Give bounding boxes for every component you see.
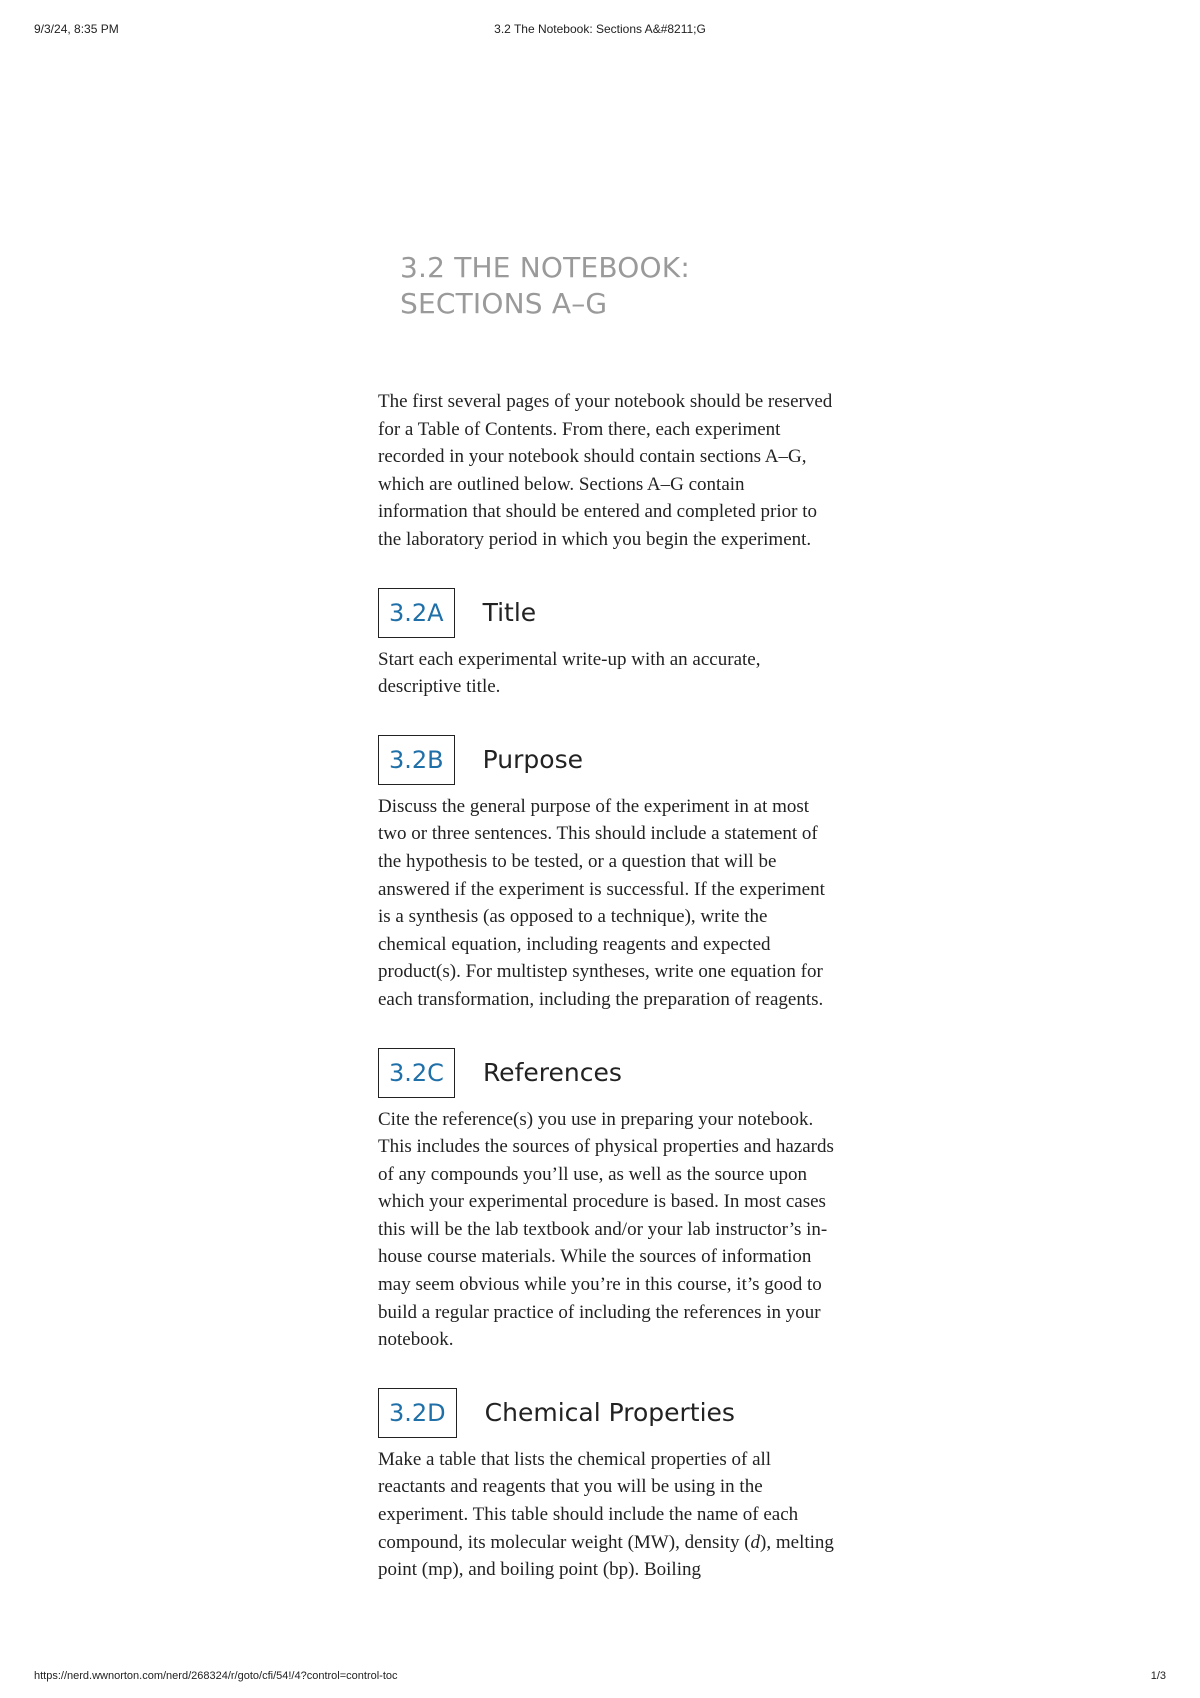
section-body: Start each experimental write-up with an accurate, descriptive title.: [378, 648, 761, 698]
density-symbol: d: [750, 1531, 761, 1553]
section-references: [378, 1048, 838, 1354]
print-footer: [0, 1668, 1200, 1688]
section-body: [378, 1446, 838, 1584]
print-page-number: 1/3: [1150, 1670, 1166, 1682]
print-page-title: 3.2 The Notebook: Sections A&#8211;G: [494, 22, 706, 36]
print-header: [0, 20, 1200, 40]
print-date: 9/3/24, 8:35 PM: [34, 22, 119, 36]
section-heading-text: References: [482, 1058, 622, 1087]
section-number-box: 3.2C: [378, 1048, 455, 1098]
section-heading: [378, 735, 838, 785]
section-body: Cite the reference(s) you use in preparing your notebook. This includes the sources of physical properties and hazards of any compounds you’ll use, as well as the source upon which your experimental procedure is based. In most cases this will be the lab textbook and/or your lab instructor’s in-house course materials. While the sources of information may seem obvious while you’re in this course, it’s good to build a regular practice of including the references in your notebook.: [378, 1108, 834, 1351]
section-purpose: [378, 735, 838, 1014]
print-url: https://nerd.wwnorton.com/nerd/268324/r/goto/cfi/54!/4?control=control-toc: [34, 1670, 398, 1682]
section-number-box: 3.2B: [378, 735, 455, 785]
body-text-start: Make a table that lists the chemical properties of all reactants and reagents that you will be using in the experiment. This table should include the name of each compound, its molecular weight (MW), density (: [378, 1448, 799, 1553]
intro-text: The first several pages of your notebook should be reserved for a Table of Contents. From there, each experiment recorded in your notebook should contain sections A–G, which are outlined below. Sections A–G contain information that should be entered and completed prior to the laboratory period in which you begin the experiment.: [378, 391, 833, 550]
chapter-title: 3.2 THE NOTEBOOK: SECTIONS A–G: [400, 251, 690, 320]
section-heading-text: Purpose: [482, 745, 583, 775]
body-text-end: ), melting point (mp), and boiling point (bp). Boiling: [378, 1531, 834, 1581]
section-number-box: 3.2D: [378, 1388, 457, 1438]
section-heading: [378, 1048, 838, 1098]
section-heading-text: Chemical Properties: [484, 1398, 735, 1428]
section-number-box: 3.2A: [378, 588, 455, 638]
section-body: Discuss the general purpose of the experiment in at most two or three sentences. This should include a statement of the hypothesis to be tested, or a question that will be answered if the experiment is successful. If the experiment is a synthesis (as opposed to a technique), write the chemical equation, including reagents and expected product(s). For multistep syntheses, write one equation for each transformation, including the preparation of reagents.: [378, 795, 825, 1010]
section-heading: [378, 588, 838, 638]
section-heading-text: Title: [482, 598, 537, 628]
intro-paragraph: [378, 388, 838, 554]
section-chemical-properties: [378, 1388, 838, 1584]
document-content: [378, 250, 838, 1584]
section-title: [378, 588, 838, 701]
section-heading: [378, 1388, 838, 1438]
